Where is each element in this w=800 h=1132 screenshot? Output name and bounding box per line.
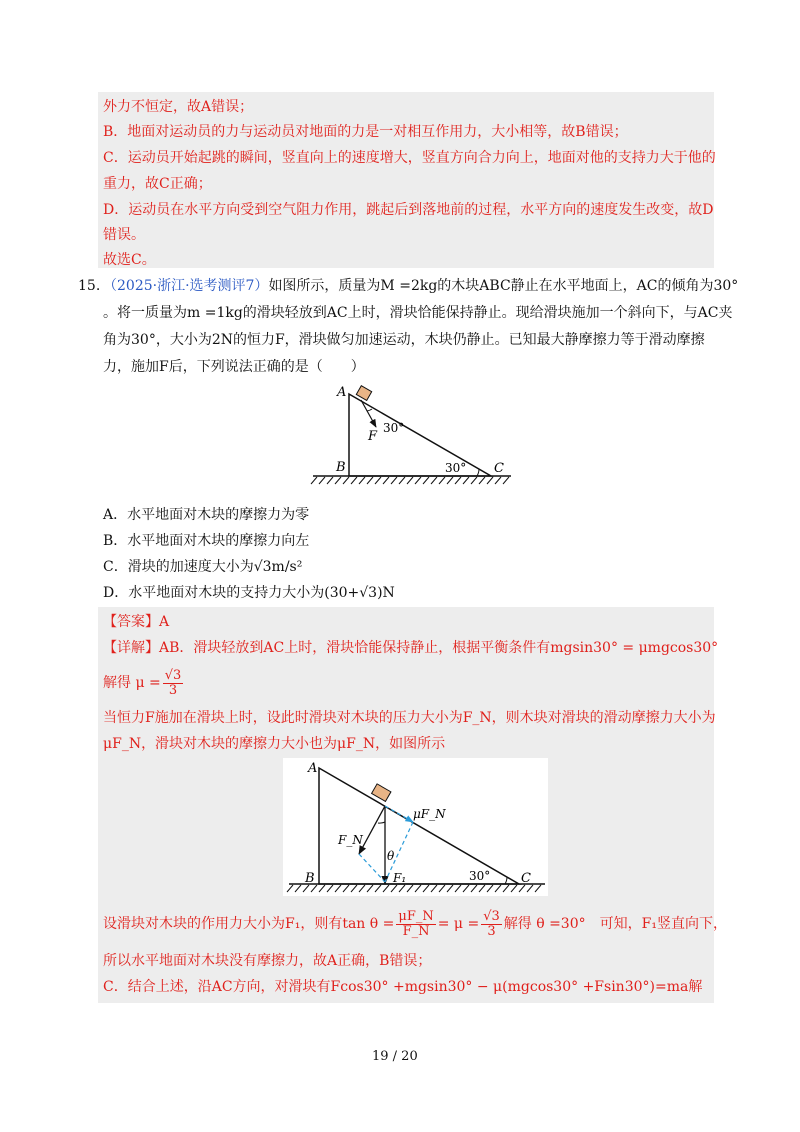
fig2-label-a: A <box>308 761 318 776</box>
answer-tag: 【答案】 <box>103 614 159 630</box>
detail-line-7: C．结合上述，沿AC方向，对滑块有Fcos30° +mgsin30° − μ(mgcos30° +Fsin30°)=ma解 <box>103 979 703 995</box>
mu-num: √3 <box>164 667 182 683</box>
fig1-label-a: A <box>337 385 347 400</box>
fig2-angle: 30° <box>469 869 491 883</box>
fig2-label-fn: F_N <box>338 833 363 847</box>
answer-value: A <box>159 614 170 630</box>
detail-text-1: AB．滑块轻放到AC上时，滑块恰能保持静止，根据平衡条件有mgsin30° = μmgcos30° <box>159 640 719 656</box>
option-d-value: (30+√3)N <box>324 585 395 601</box>
option-c-value: √3m/s² <box>253 559 303 575</box>
option-d[interactable] <box>103 583 395 603</box>
prev-line-4: 重力，故C正确； <box>103 176 212 192</box>
prev-line-1: 外力不恒定，故A错误； <box>103 99 254 115</box>
detail-tag: 【详解】 <box>103 640 159 656</box>
detail-line-4: μF_N，滑块对木块的摩擦力大小也为μF_N，如图所示 <box>103 736 446 752</box>
mu-eq-label: 解得 μ = <box>103 675 161 691</box>
incline-figure-1 <box>305 380 515 492</box>
option-b[interactable]: B．水平地面对木块的摩擦力向左 <box>103 533 310 549</box>
tan-fraction <box>396 910 435 939</box>
tan-eq-label: 设滑块对木块的作用力大小为F₁，则有tan θ = <box>103 916 395 932</box>
detail-line-5 <box>103 906 727 942</box>
mu-den-2: 3 <box>487 923 496 939</box>
prev-line-6: 错误。 <box>103 227 145 243</box>
tan-den: F_N <box>402 923 430 939</box>
prev-line-7: 故选C。 <box>103 252 156 268</box>
option-c-text: C．滑块的加速度大小为 <box>103 559 254 575</box>
detail-line-6: 所以水平地面对木块没有摩擦力，故A正确，B错误； <box>103 953 432 969</box>
option-c[interactable] <box>103 557 302 577</box>
prev-line-3: C．运动员开始起跳的瞬间，竖直向上的速度增大，竖直方向合力向上，地面对他的支持力大于他的 <box>103 150 716 166</box>
question-source: （2025·浙江·选考测评7） <box>103 278 269 294</box>
question-number: 15. <box>78 278 101 294</box>
question-line-3: 角为30°，大小为2N的恒力F，滑块做匀加速运动，木块仍静止。已知最大静摩擦力等于滑动摩擦 <box>103 332 705 348</box>
question-line-2: 。将一质量为m =1kg的滑块轻放到AC上时，滑块恰能保持静止。现给滑块施加一个斜向下，与AC夹 <box>103 305 733 321</box>
fig1-label-f: F <box>368 429 378 444</box>
detail-line-3: 当恒力F施加在滑块上时，设此时滑块对木块的压力大小为F_N，则木块对滑块的滑动摩擦力大小为 <box>103 710 716 726</box>
question-line-4: 力，施加F后，下列说法正确的是（ ） <box>103 359 365 375</box>
fig2-label-mufn: μF_N <box>413 807 446 821</box>
option-a[interactable]: A．水平地面对木块的摩擦力为零 <box>103 507 310 523</box>
theta-solution: 解得 θ =30° 可知，F₁竖直向下， <box>503 916 727 932</box>
tan-num: μF_N <box>398 908 434 924</box>
mu-fraction-2 <box>481 910 502 939</box>
fig2-label-b: B <box>305 871 315 886</box>
fig1-label-b: B <box>336 460 346 475</box>
prev-line-2: B．地面对运动员的力与运动员对地面的力是一对相互作用力，大小相等，故B错误； <box>103 124 628 140</box>
page-number: 19 / 20 <box>372 1049 418 1064</box>
mu-den: 3 <box>168 682 178 698</box>
question-line-1 <box>103 276 738 296</box>
fig2-label-theta: θ <box>387 849 395 863</box>
fig1-angle-top: 30° <box>383 421 405 435</box>
mu-fraction <box>163 669 184 698</box>
prev-line-5: D．运动员在水平方向受到空气阻力作用，跳起后到落地前的过程，水平方向的速度发生改变，故D <box>103 202 714 218</box>
incline-figure-2 <box>283 758 548 896</box>
question-text-1: 如图所示，质量为M =2kg的木块ABC静止在水平地面上，AC的倾角为30° <box>268 278 739 294</box>
answer-line <box>103 612 169 632</box>
mu-num-2: √3 <box>483 908 500 924</box>
detail-line-1 <box>103 638 718 658</box>
detail-line-2 <box>103 666 185 700</box>
mu-equals: = μ = <box>437 916 480 932</box>
fig1-angle-bottom: 30° <box>445 461 467 475</box>
fig2-label-c: C <box>521 871 531 886</box>
option-d-text: D．水平地面对木块的支持力大小为 <box>103 585 325 601</box>
fig2-label-f1: F₁ <box>393 871 407 885</box>
fig1-label-c: C <box>494 461 504 476</box>
